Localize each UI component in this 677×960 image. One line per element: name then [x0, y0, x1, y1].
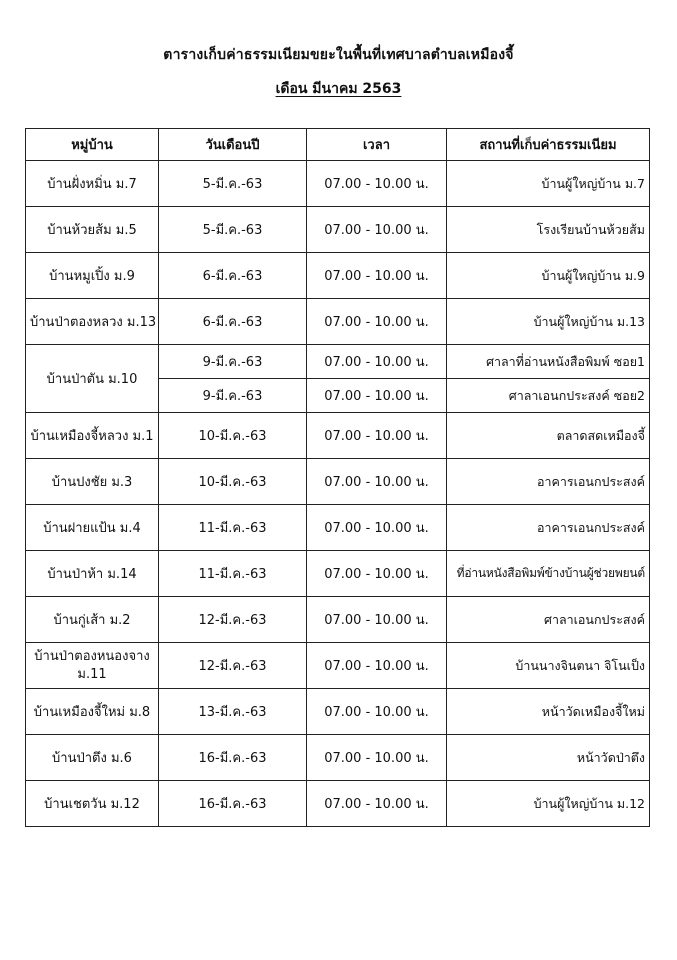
village-cell: บ้านหมูเปิ้ง ม.9 [26, 253, 159, 299]
time-cell: 07.00 - 10.00 น. [307, 161, 447, 207]
table-row [26, 413, 650, 459]
fee-schedule-table [25, 128, 650, 827]
table-row [26, 299, 650, 345]
table-row [26, 781, 650, 827]
table-row [26, 345, 650, 379]
table-row [26, 643, 650, 689]
location-cell: บ้านผู้ใหญ่บ้าน ม.9 [447, 253, 650, 299]
village-cell: บ้านเหมืองจี้ใหม่ ม.8 [26, 689, 159, 735]
village-cell: บ้านป่าตองหนองจาง ม.11 [26, 643, 159, 689]
date-cell: 10-มี.ค.-63 [159, 459, 307, 505]
header-location: สถานที่เก็บค่าธรรมเนียม [447, 129, 650, 161]
table-row [26, 459, 650, 505]
location-cell: ที่อ่านหนังสือพิมพ์ข้างบ้านผู้ช่วยพยนต์ [447, 551, 650, 597]
date-cell: 12-มี.ค.-63 [159, 643, 307, 689]
subtitle-text: เดือน มีนาคม 2563 [275, 81, 402, 97]
village-cell: บ้านป่าห้า ม.14 [26, 551, 159, 597]
date-cell: 16-มี.ค.-63 [159, 735, 307, 781]
document-subtitle [0, 78, 677, 100]
time-cell: 07.00 - 10.00 น. [307, 781, 447, 827]
date-cell: 9-มี.ค.-63 [159, 379, 307, 413]
location-cell: ตลาดสดเหมืองจี้ [447, 413, 650, 459]
location-cell: ศาลาเอนกประสงค์ ซอย2 [447, 379, 650, 413]
time-cell: 07.00 - 10.00 น. [307, 299, 447, 345]
time-cell: 07.00 - 10.00 น. [307, 689, 447, 735]
date-cell: 11-มี.ค.-63 [159, 505, 307, 551]
date-cell: 10-มี.ค.-63 [159, 413, 307, 459]
header-row [26, 129, 650, 161]
header-time: เวลา [307, 129, 447, 161]
time-cell: 07.00 - 10.00 น. [307, 253, 447, 299]
date-cell: 13-มี.ค.-63 [159, 689, 307, 735]
location-cell: บ้านผู้ใหญ่บ้าน ม.12 [447, 781, 650, 827]
location-cell: บ้านนางจินตนา จิโนเป็ง [447, 643, 650, 689]
village-cell: บ้านป่าตองหลวง ม.13 [26, 299, 159, 345]
document-title: ตารางเก็บค่าธรรมเนียมขยะในพื้นที่เทศบาลตำบลเหมืองจี้ [163, 47, 514, 63]
village-cell: บ้านกู่เส้า ม.2 [26, 597, 159, 643]
time-cell: 07.00 - 10.00 น. [307, 459, 447, 505]
date-cell: 5-มี.ค.-63 [159, 207, 307, 253]
village-cell: บ้านป่าตึง ม.6 [26, 735, 159, 781]
time-cell: 07.00 - 10.00 น. [307, 551, 447, 597]
time-cell: 07.00 - 10.00 น. [307, 413, 447, 459]
table-row [26, 207, 650, 253]
time-cell: 07.00 - 10.00 น. [307, 505, 447, 551]
table-row [26, 689, 650, 735]
location-cell: ศาลาที่อ่านหนังสือพิมพ์ ซอย1 [447, 345, 650, 379]
date-cell: 6-มี.ค.-63 [159, 253, 307, 299]
date-cell: 5-มี.ค.-63 [159, 161, 307, 207]
header-village: หมู่บ้าน [26, 129, 159, 161]
location-cell: หน้าวัดป่าตึง [447, 735, 650, 781]
table-row [26, 253, 650, 299]
village-cell: บ้านป่าตัน ม.10 [26, 345, 159, 413]
location-cell: บ้านผู้ใหญ่บ้าน ม.13 [447, 299, 650, 345]
location-cell: อาคารเอนกประสงค์ [447, 459, 650, 505]
village-cell: บ้านเชตวัน ม.12 [26, 781, 159, 827]
location-cell: โรงเรียนบ้านห้วยส้ม [447, 207, 650, 253]
time-cell: 07.00 - 10.00 น. [307, 735, 447, 781]
time-cell: 07.00 - 10.00 น. [307, 207, 447, 253]
village-cell: บ้านเหมืองจี้หลวง ม.1 [26, 413, 159, 459]
table-row [26, 597, 650, 643]
location-cell: บ้านผู้ใหญ่บ้าน ม.7 [447, 161, 650, 207]
date-cell: 12-มี.ค.-63 [159, 597, 307, 643]
date-cell: 16-มี.ค.-63 [159, 781, 307, 827]
time-cell: 07.00 - 10.00 น. [307, 597, 447, 643]
date-cell: 6-มี.ค.-63 [159, 299, 307, 345]
header-date: วันเดือนปี [159, 129, 307, 161]
location-cell: หน้าวัดเหมืองจี้ใหม่ [447, 689, 650, 735]
table-row [26, 551, 650, 597]
village-cell: บ้านปงชัย ม.3 [26, 459, 159, 505]
time-cell: 07.00 - 10.00 น. [307, 345, 447, 379]
date-cell: 11-มี.ค.-63 [159, 551, 307, 597]
table-row [26, 505, 650, 551]
table-row [26, 735, 650, 781]
table-row [26, 161, 650, 207]
time-cell: 07.00 - 10.00 น. [307, 379, 447, 413]
location-cell: อาคารเอนกประสงค์ [447, 505, 650, 551]
village-cell: บ้านห้วยส้ม ม.5 [26, 207, 159, 253]
time-cell: 07.00 - 10.00 น. [307, 643, 447, 689]
date-cell: 9-มี.ค.-63 [159, 345, 307, 379]
village-cell: บ้านฝายแป้น ม.4 [26, 505, 159, 551]
location-cell: ศาลาเอนกประสงค์ [447, 597, 650, 643]
village-cell: บ้านฝั่งหมิ่น ม.7 [26, 161, 159, 207]
